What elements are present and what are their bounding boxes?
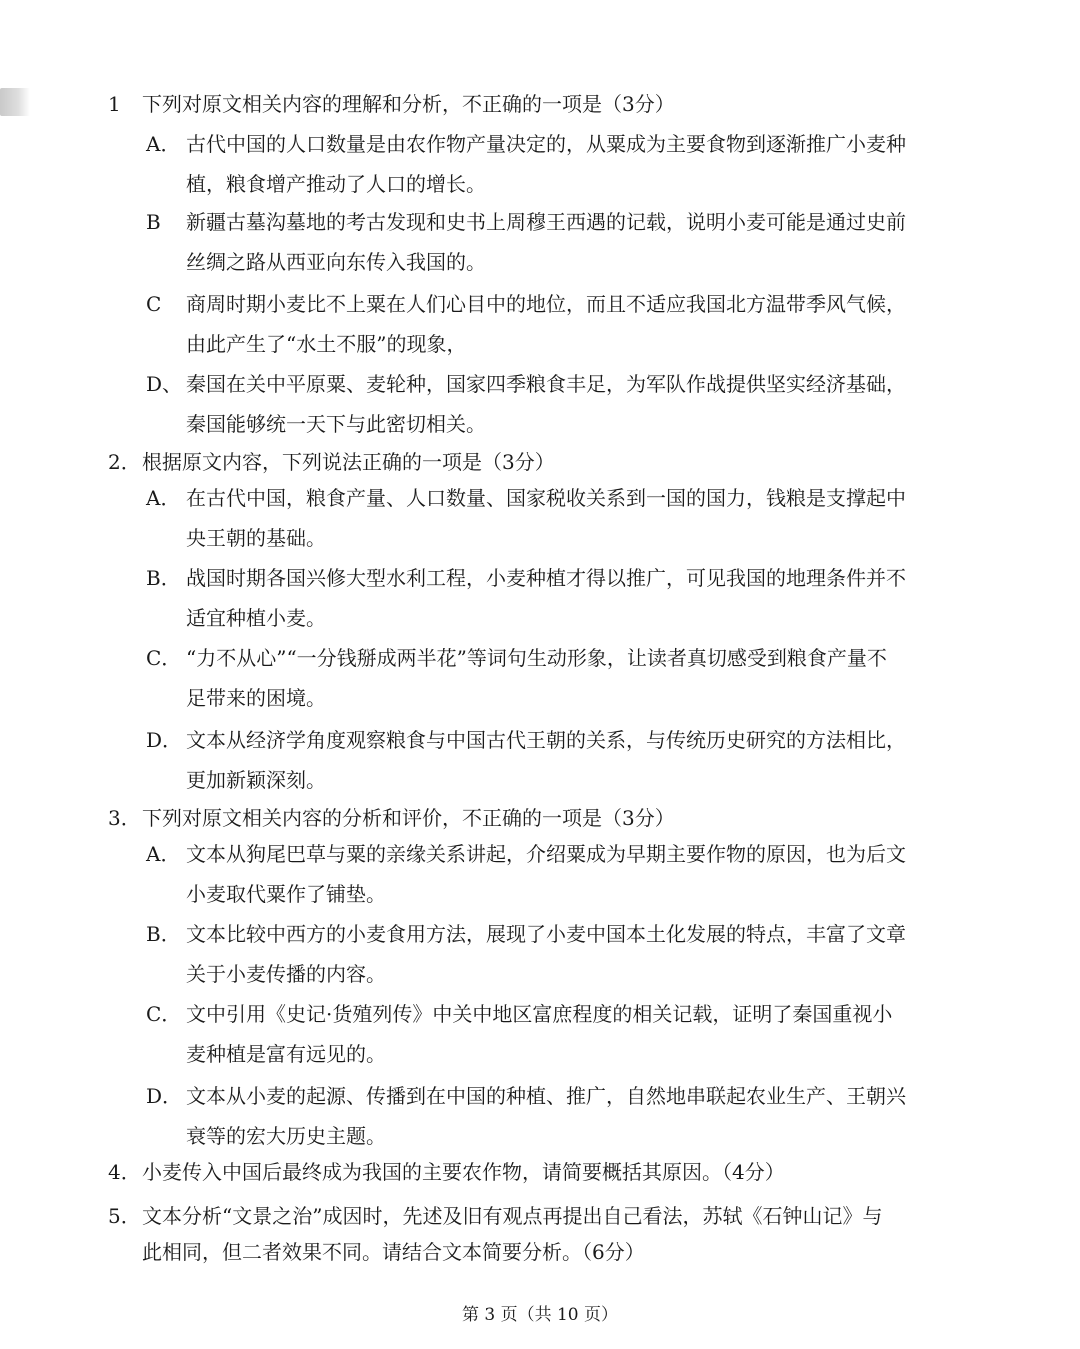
q2-option-b-line1: 战国时期各国兴修大型水利工程，小麦种植才得以推广，可见我国的地理条件并不 <box>186 566 906 590</box>
q2-option-a-line1: 在古代中国，粮食产量、人口数量、国家税收关系到一国的国力，钱粮是支撑起中 <box>186 486 906 510</box>
q2-option-c-line2: 足带来的困境。 <box>186 686 326 710</box>
q2-option-c-line1: “力不从心”“一分钱掰成两半花”等词句生动形象，让读者真切感受到粮食产量不 <box>186 646 887 670</box>
q3-option-d-line1: 文本从小麦的起源、传播到在中国的种植、推广，自然地串联起农业生产、王朝兴 <box>186 1084 906 1108</box>
question-5 <box>108 1196 978 1236</box>
q1-option-a-label: A． <box>146 132 181 156</box>
question-1-stem: 下列对原文相关内容的理解和分析，不正确的一项是（3分） <box>142 92 675 116</box>
scan-edge-mark <box>0 88 30 116</box>
q3-option-b-line1: 文本比较中西方的小麦食用方法，展现了小麦中国本土化发展的特点，丰富了文章 <box>186 922 906 946</box>
question-1 <box>108 84 978 124</box>
question-5-stem: 文本分析“文景之治”成因时，先述及旧有观点再提出自己看法，苏轼《石钟山记》与 <box>142 1204 883 1228</box>
q3-option-d-line2: 衰等的宏大历史主题。 <box>186 1124 386 1148</box>
q1-option-c-label: C <box>146 292 162 316</box>
question-4-number: 4． <box>108 1160 141 1184</box>
question-4-stem: 小麦传入中国后最终成为我国的主要农作物，请简要概括其原因。（4分） <box>142 1160 785 1184</box>
question-1-number: 1 <box>108 92 121 116</box>
q3-option-b-line2: 关于小麦传播的内容。 <box>186 962 386 986</box>
q2-option-d-line2: 更加新颖深刻。 <box>186 768 326 792</box>
q3-option-b-label: B． <box>146 922 181 946</box>
question-2 <box>108 442 978 482</box>
question-3 <box>108 798 978 838</box>
q1-option-c-line2: 由此产生了“水土不服”的现象， <box>186 332 467 356</box>
q2-option-c-label: C． <box>146 646 182 670</box>
q1-option-b-label: B <box>146 210 161 234</box>
q2-option-d-label: D． <box>146 728 183 752</box>
question-5-stem-line2: 此相同，但二者效果不同。请结合文本简要分析。（6分） <box>142 1240 645 1264</box>
q1-option-d-line1: 秦国在关中平原粟、麦轮种，国家四季粮食丰足，为军队作战提供坚实经济基础， <box>186 372 906 396</box>
q1-option-c-line1: 商周时期小麦比不上粟在人们心目中的地位，而且不适应我国北方温带季风气候， <box>186 292 906 316</box>
q1-option-b-line1: 新疆古墓沟墓地的考古发现和史书上周穆王西遇的记载，说明小麦可能是通过史前 <box>186 210 906 234</box>
q3-option-d-label: D． <box>146 1084 183 1108</box>
q3-option-c-line1: 文中引用《史记·货殖列传》中关中地区富庶程度的相关记载，证明了秦国重视小 <box>186 1002 893 1026</box>
q3-option-a-line1: 文本从狗尾巴草与粟的亲缘关系讲起，介绍粟成为早期主要作物的原因，也为后文 <box>186 842 906 866</box>
q3-option-a-label: A． <box>146 842 181 866</box>
q1-option-b-line2: 丝绸之路从西亚向东传入我国的。 <box>186 250 486 274</box>
q3-option-c-label: C． <box>146 1002 182 1026</box>
q2-option-b-label: B． <box>146 566 181 590</box>
question-2-stem: 根据原文内容，下列说法正确的一项是（3分） <box>142 450 555 474</box>
question-2-number: 2． <box>108 450 141 474</box>
q2-option-a-label: A． <box>146 486 181 510</box>
q1-option-a-line1: 古代中国的人口数量是由农作物产量决定的，从粟成为主要食物到逐渐推广小麦种 <box>186 132 906 156</box>
q2-option-a-line2: 央王朝的基础。 <box>186 526 326 550</box>
q2-option-d-line1: 文本从经济学角度观察粮食与中国古代王朝的关系，与传统历史研究的方法相比， <box>186 728 906 752</box>
question-4 <box>108 1152 978 1192</box>
q2-option-b-line2: 适宜种植小麦。 <box>186 606 326 630</box>
q1-option-a-line2: 植，粮食增产推动了人口的增长。 <box>186 172 486 196</box>
q1-option-d-label: D、 <box>146 372 183 396</box>
q3-option-c-line2: 麦种植是富有远见的。 <box>186 1042 386 1066</box>
q1-option-d-line2: 秦国能够统一天下与此密切相关。 <box>186 412 486 436</box>
question-3-number: 3． <box>108 806 141 830</box>
q3-option-a-line2: 小麦取代粟作了铺垫。 <box>186 882 386 906</box>
question-5-number: 5． <box>108 1204 141 1228</box>
page-footer: 第 3 页（共 10 页） <box>461 1305 619 1325</box>
question-3-stem: 下列对原文相关内容的分析和评价，不正确的一项是（3分） <box>142 806 675 830</box>
